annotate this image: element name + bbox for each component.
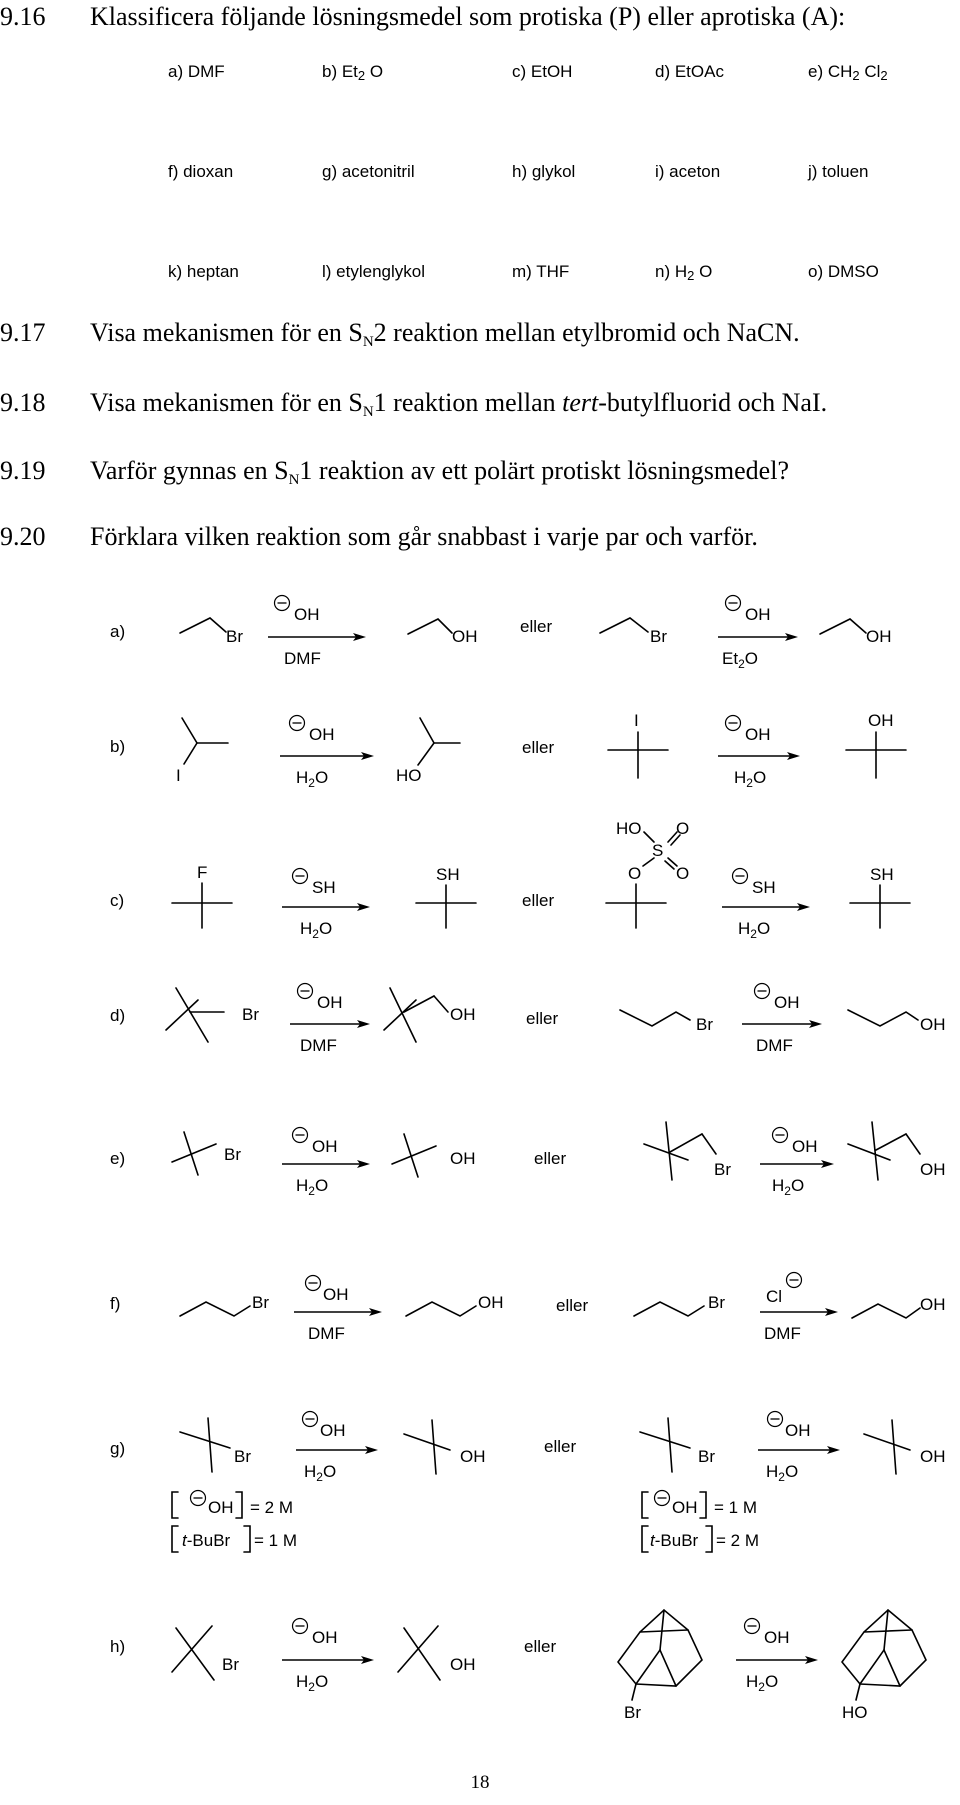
conc-tbubr — [182, 1531, 231, 1550]
question-number: 9.17 — [0, 318, 46, 347]
solvent-h2o — [296, 1176, 328, 1198]
subscript: 2 — [778, 1470, 785, 1484]
reagent-oh: OH — [320, 1421, 346, 1440]
subscript: 2 — [784, 1184, 791, 1198]
t: t — [182, 1531, 187, 1550]
text-3: -butylfluorid och NaI. — [598, 388, 828, 417]
atom-ho: HO — [616, 819, 642, 838]
atom-br: Br — [242, 1005, 259, 1024]
eller: eller — [556, 1296, 589, 1315]
o: O — [314, 768, 329, 787]
t: t — [650, 1531, 655, 1550]
solvent-n-subscript: 2 — [687, 268, 695, 283]
solvent-b-text: b) Et — [322, 62, 358, 81]
bond — [860, 1650, 884, 1684]
bond — [872, 1122, 878, 1180]
charge-minus — [293, 1128, 308, 1143]
solvent-h2o — [746, 1672, 778, 1694]
atom-i: I — [634, 711, 639, 730]
o: O — [764, 1672, 779, 1691]
bond — [208, 1418, 212, 1472]
text: Visa mekanismen för en S — [90, 318, 363, 347]
bond — [404, 996, 434, 1012]
atom-br: Br — [226, 627, 243, 646]
charge-minus — [733, 869, 748, 884]
solvent-g: g) acetonitril — [322, 162, 415, 181]
subscript: 2 — [316, 1470, 323, 1484]
o: O — [318, 919, 333, 938]
bond — [434, 996, 448, 1012]
bond — [643, 858, 654, 866]
bond — [660, 1610, 664, 1650]
atom-oh: OH — [866, 627, 892, 646]
solvent-h2o — [738, 919, 770, 941]
atom-oh: OH — [920, 1295, 946, 1314]
bicyclic-bromide — [618, 1610, 702, 1700]
atom-oh: OH — [452, 627, 478, 646]
solvent-m: m) THF — [512, 262, 570, 281]
subscript: 2 — [758, 1680, 765, 1694]
reagent-oh: OH — [792, 1137, 818, 1156]
reagent-sh: SH — [752, 878, 776, 897]
eller: eller — [526, 1009, 559, 1028]
row-c — [110, 819, 910, 941]
ethyl-chain — [408, 619, 452, 634]
bracket-right — [706, 1526, 712, 1552]
bond — [644, 832, 654, 842]
o: O — [752, 768, 767, 787]
atom-o: O — [676, 819, 690, 838]
atom-br: Br — [714, 1160, 731, 1179]
h: H — [746, 1672, 759, 1691]
h: H — [296, 1672, 309, 1691]
bond — [404, 1134, 418, 1177]
solvent-e-text-2: Cl — [859, 62, 881, 81]
label-c: c) — [110, 891, 125, 910]
question-number: 9.16 — [0, 2, 46, 31]
atom-br: Br — [696, 1015, 713, 1034]
bond — [640, 1432, 690, 1448]
reagent-sh: SH — [312, 878, 336, 897]
bond — [636, 1650, 660, 1684]
subscript: 2 — [308, 1184, 315, 1198]
atom-o: O — [628, 864, 642, 883]
o: O — [790, 1176, 805, 1195]
label-g: g) — [110, 1439, 126, 1458]
label-d: d) — [110, 1006, 126, 1025]
atom-f: F — [197, 863, 208, 882]
reagent-oh: OH — [294, 605, 320, 624]
bond — [398, 1626, 438, 1672]
atom-br: Br — [234, 1447, 251, 1466]
atom-br: Br — [624, 1703, 641, 1722]
atom-oh: OH — [920, 1447, 946, 1466]
bracket-right — [700, 1492, 706, 1518]
bond — [384, 1000, 416, 1030]
label-f: f) — [110, 1294, 121, 1313]
label-a: a) — [110, 622, 126, 641]
bond — [404, 1628, 440, 1680]
bond — [670, 1134, 702, 1152]
page-number: 18 — [470, 1772, 490, 1793]
solvent-j: j) toluen — [808, 162, 869, 181]
ethyl-chain — [600, 618, 648, 633]
bond — [184, 743, 197, 764]
reagent-oh: OH — [312, 1628, 338, 1647]
charge-minus — [787, 1273, 802, 1288]
subscript: 2 — [746, 776, 753, 790]
bond — [180, 1432, 230, 1448]
solvent-dmf: DMF — [756, 1036, 793, 1055]
text: Visa mekanismen för en S — [90, 388, 363, 417]
atom-oh: OH — [450, 1149, 476, 1168]
solvent-h2o — [734, 768, 766, 790]
h: H — [766, 1462, 779, 1481]
atom-sh: SH — [870, 865, 894, 884]
bracket-left — [642, 1492, 648, 1518]
ethyl-chain — [820, 619, 866, 634]
bond — [184, 1132, 198, 1175]
reagent-oh: OH — [317, 993, 343, 1012]
reagent-oh: OH — [764, 1628, 790, 1647]
solvent-h: h) glykol — [512, 162, 576, 181]
atom-oh: OH — [868, 711, 894, 730]
subscript: 2 — [750, 927, 757, 941]
solvent-h2o — [300, 919, 332, 941]
bicyclic-alcohol — [842, 1610, 926, 1700]
conc-oh: OH — [208, 1498, 234, 1517]
row-h — [110, 1610, 926, 1722]
charge-minus — [773, 1128, 788, 1143]
bond — [176, 1628, 214, 1680]
bond — [668, 1418, 672, 1472]
subscript: N — [362, 404, 374, 420]
propyl-chain — [620, 1010, 690, 1026]
solvent-e-text: e) CH — [808, 62, 853, 81]
charge-minus — [293, 1619, 308, 1634]
atom-oh: OH — [450, 1005, 476, 1024]
atom-oh: OH — [450, 1655, 476, 1674]
bond — [702, 1134, 716, 1154]
solvent-h2o — [766, 1462, 798, 1484]
atom-i: I — [176, 766, 181, 785]
bond — [906, 1134, 920, 1154]
o: O — [322, 1462, 337, 1481]
question-text: Förklara vilken reaktion som går snabbast i varje par och varför. — [90, 522, 758, 551]
text-2: 1 reaktion av ett polärt protiskt lösningsmedel? — [299, 456, 789, 485]
bracket-right — [236, 1492, 242, 1518]
solvent-dmf: DMF — [308, 1324, 345, 1343]
atom-br: Br — [222, 1655, 239, 1674]
row-e — [110, 1122, 946, 1198]
charge-minus — [745, 1619, 760, 1634]
eller: eller — [534, 1149, 567, 1168]
atom-oh: OH — [460, 1447, 486, 1466]
conc-tbubr — [650, 1531, 699, 1550]
charge-minus — [275, 596, 290, 611]
h: H — [296, 768, 309, 787]
eller: eller — [520, 617, 553, 636]
bond — [420, 718, 434, 743]
o: O — [756, 919, 771, 938]
bond — [432, 1420, 436, 1474]
bond — [404, 1434, 450, 1450]
conc-value: = 1 M — [254, 1531, 297, 1550]
reagent-oh: OH — [745, 605, 771, 624]
solvent-i: i) aceton — [655, 162, 721, 181]
reagent-oh: OH — [745, 725, 771, 744]
solvent-dmf: DMF — [300, 1036, 337, 1055]
row-d — [110, 984, 946, 1056]
h: H — [772, 1176, 785, 1195]
conc-value: = 2 M — [250, 1498, 293, 1517]
solvent-dmf: DMF — [284, 649, 321, 668]
bond — [864, 1434, 910, 1450]
atom-br: Br — [698, 1447, 715, 1466]
bond — [864, 1630, 912, 1632]
bond — [632, 1684, 636, 1700]
conc-value: = 2 M — [716, 1531, 759, 1550]
et: Et — [722, 649, 739, 668]
reagent-oh: OH — [323, 1285, 349, 1304]
atom-br: Br — [650, 627, 667, 646]
conc-value: = 1 M — [714, 1498, 757, 1517]
reagent-oh: OH — [312, 1137, 338, 1156]
charge-minus — [755, 984, 770, 999]
solvent-e-subscript: 2 — [852, 68, 860, 83]
label-b: b) — [110, 737, 126, 756]
ethyl-chain — [180, 618, 226, 633]
conc-oh: OH — [672, 1498, 698, 1517]
subscript: 2 — [738, 657, 745, 671]
bond — [876, 1134, 906, 1150]
solvent-b-subscript: 2 — [357, 68, 366, 83]
label-h: h) — [110, 1637, 126, 1656]
solvent-n-text: n) H — [655, 262, 688, 281]
solvent-n-text-2: O — [694, 262, 713, 281]
row-a — [110, 596, 892, 672]
atom-o: O — [676, 864, 690, 883]
atom-br: Br — [252, 1293, 269, 1312]
reagent-oh: OH — [309, 725, 335, 744]
bubr: -BuBr — [186, 1531, 231, 1550]
bond — [418, 743, 434, 765]
atom-oh: OH — [920, 1015, 946, 1034]
eller: eller — [524, 1637, 557, 1656]
propyl-chain — [852, 1304, 920, 1318]
eller: eller — [544, 1437, 577, 1456]
charge-minus — [303, 1412, 318, 1427]
italic-text: tert — [562, 388, 599, 417]
question-number: 9.19 — [0, 456, 46, 485]
bracket-left — [642, 1526, 648, 1552]
solvent-h2o — [296, 1672, 328, 1694]
solvent-h2o — [296, 768, 328, 790]
subscript: 2 — [308, 776, 315, 790]
solvent-k: k) heptan — [168, 262, 239, 281]
atom-s: S — [652, 841, 664, 860]
bond — [884, 1610, 888, 1650]
o: O — [314, 1672, 329, 1691]
bond — [172, 1144, 216, 1162]
text-2: 1 reaktion mellan — [373, 388, 563, 417]
solvent-dmf: DMF — [764, 1324, 801, 1343]
bond — [640, 1630, 688, 1632]
bond — [884, 1650, 900, 1686]
h: H — [738, 919, 751, 938]
question-number: 9.18 — [0, 388, 46, 417]
subscript: 2 — [312, 927, 319, 941]
bond — [856, 1684, 860, 1700]
o: O — [784, 1462, 799, 1481]
subscript: N — [362, 334, 374, 350]
reagent-cl: Cl — [766, 1287, 783, 1306]
h: H — [734, 768, 747, 787]
atom-ho: HO — [842, 1703, 868, 1722]
charge-minus — [298, 984, 313, 999]
bond — [392, 1146, 436, 1164]
bracket-left — [172, 1526, 178, 1552]
question-text: Klassificera följande lösningsmedel som protiska (P) eller aprotiska (A): — [90, 2, 846, 31]
solvent-o: o) DMSO — [808, 262, 879, 281]
bond — [660, 1650, 676, 1686]
propyl-chain — [848, 1010, 918, 1026]
propyl-chain — [180, 1302, 250, 1316]
bubr: -BuBr — [654, 1531, 699, 1550]
bond — [176, 988, 208, 1042]
h: H — [304, 1462, 317, 1481]
subscript: N — [288, 472, 300, 488]
label-e: e) — [110, 1149, 126, 1168]
reagent-oh: OH — [785, 1421, 811, 1440]
solvent-et2o — [722, 649, 758, 671]
solvent-l: l) etylenglykol — [322, 262, 425, 281]
propyl-chain — [634, 1302, 704, 1316]
atom-br: Br — [708, 1293, 725, 1312]
solvent-f: f) dioxan — [168, 162, 234, 181]
bond — [182, 718, 197, 743]
eller: eller — [522, 891, 555, 910]
charge-minus — [726, 596, 741, 611]
row-g — [110, 1412, 946, 1553]
solvent-c: c) EtOH — [512, 62, 573, 81]
atom-oh: OH — [478, 1293, 504, 1312]
solvent-h2o — [772, 1176, 804, 1198]
row-b — [110, 711, 906, 790]
text: Varför gynnas en S — [90, 456, 289, 485]
text-2: 2 reaktion mellan etylbromid och NaCN. — [373, 318, 800, 347]
solvent-a: a) DMF — [168, 62, 225, 81]
question-number: 9.20 — [0, 522, 46, 551]
o: O — [314, 1176, 329, 1195]
atom-br: Br — [224, 1145, 241, 1164]
solvent-b-text-2: O — [365, 62, 384, 81]
charge-minus — [191, 1491, 206, 1506]
atom-ho: HO — [396, 766, 422, 785]
propyl-chain — [406, 1302, 476, 1316]
h: H — [300, 919, 313, 938]
reagent-oh: OH — [774, 993, 800, 1012]
row-f — [110, 1273, 946, 1344]
bond — [892, 1420, 896, 1474]
solvent-h2o — [304, 1462, 336, 1484]
bond — [390, 988, 416, 1042]
bracket-left — [172, 1492, 178, 1518]
charge-minus — [768, 1412, 783, 1427]
charge-minus — [293, 869, 308, 884]
charge-minus — [726, 716, 741, 731]
solvent-e-subscript-2: 2 — [880, 68, 888, 83]
bracket-right — [244, 1526, 250, 1552]
solvent-d: d) EtOAc — [655, 62, 724, 81]
charge-minus — [290, 716, 305, 731]
bond — [172, 1626, 212, 1672]
h: H — [296, 1176, 309, 1195]
subscript: 2 — [308, 1680, 315, 1694]
atom-oh: OH — [920, 1160, 946, 1179]
bond — [166, 1000, 198, 1030]
eller: eller — [522, 738, 555, 757]
charge-minus — [306, 1276, 321, 1291]
charge-minus — [655, 1491, 670, 1506]
o: O — [744, 649, 758, 668]
atom-sh: SH — [436, 865, 460, 884]
